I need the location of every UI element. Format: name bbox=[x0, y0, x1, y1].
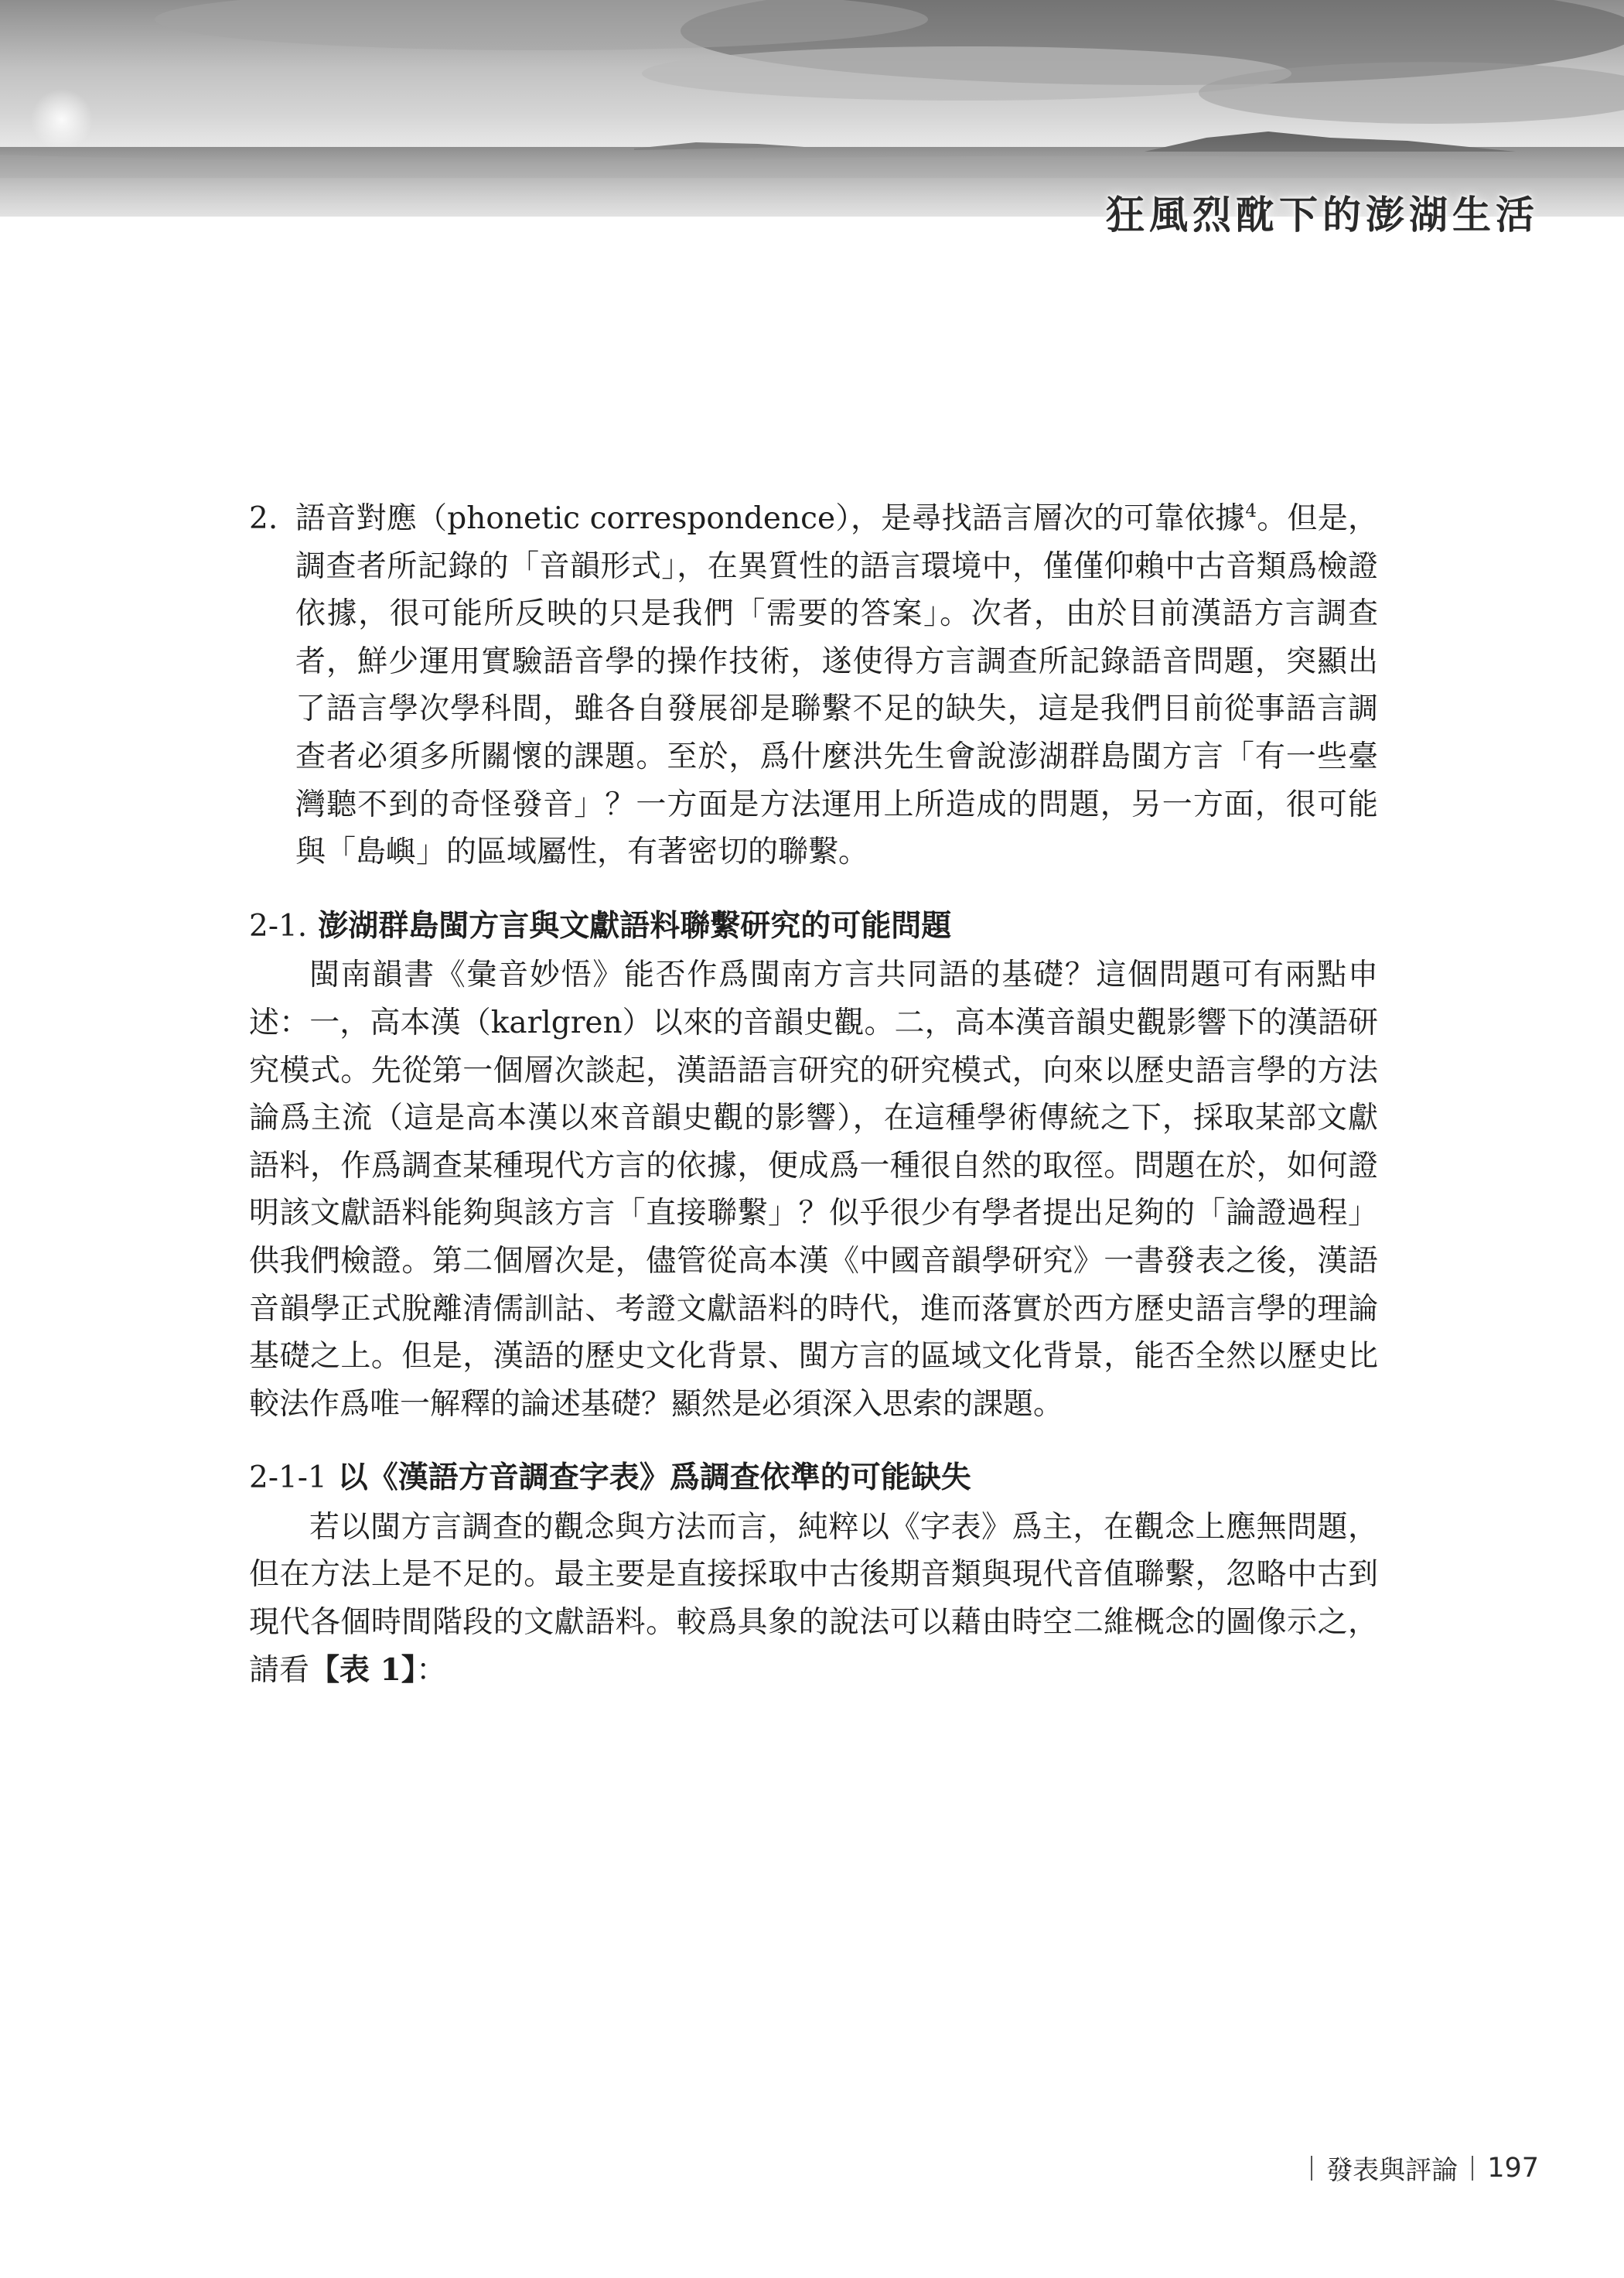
footer-divider-left bbox=[1311, 2156, 1312, 2181]
section-number: 2-1. bbox=[249, 908, 308, 944]
paragraph-text: 若以閩方言調查的觀念與方法而言，純粹以《字表》爲主，在觀念上應無問題，但在方法上是不足的。最主要是直接採取中古後期音類與現代音值聯繫，忽略中古到現代各個時間階段的文獻語料。較爲具象的說法可以藉由時空二維概念的圖像示之，請看 bbox=[249, 1509, 1378, 1688]
section-2-1-paragraph: 閩南韻書《彙音妙悟》能否作爲閩南方言共同語的基礎？這個問題可有兩點申述：一，高本漢（karlgren）以來的音韻史觀。二，高本漢音韻史觀影響下的漢語研究模式。先從第一個層次談起，漢語語言研究的研究模式，向來以歷史語言學的方法論爲主流（這是高本漢以來音韻史觀的影響），在這種學術傳統之下，採取某部文獻語料，作爲調查某種現代方言的依據，便成爲一種很自然的取徑。問題在於，如何證明該文獻語料能夠與該方言「直接聯繫」？似乎很少有學者提出足夠的「論證過程」供我們檢證。第二個層次是，儘管從高本漢《中國音韻學研究》一書發表之後，漢語音韻學正式脫離清儒訓詁、考證文獻語料的時代，進而落實於西方歷史語言學的理論基礎之上。但是，漢語的歷史文化背景、閩方言的區域文化背景，能否全然以歷史比較法作爲唯一解釋的論述基礎？顯然是必須深入思索的課題。 bbox=[249, 958, 1378, 1422]
point-text-part-a: 語音對應（phonetic correspondence），是尋找語言層次的可靠依據 bbox=[295, 501, 1246, 536]
numbered-point-2 bbox=[249, 495, 1378, 876]
point-text-part-b: 。但是，調查者所記錄的「音韻形式」，在異質性的語言環境中，僅僅仰賴中古音類爲檢證依據，很可能所反映的只是我們「需要的答案」。次者，由於目前漢語方言調查者，鮮少運用實驗語音學的操作技術，遂使得方言調查所記錄語音問題，突顯出了語言學次學科間，雖各自發展卻是聯繫不足的缺失，這是我們目前從事語言調查者必須多所關懷的課題。至於，爲什麼洪先生會說澎湖群島閩方言「有一些臺灣聽不到的奇怪發音」？一方面是方法運用上所造成的問題，另一方面，很可能與「島嶼」的區域屬性，有著密切的聯繫。 bbox=[295, 501, 1378, 870]
section-2-1-1-paragraph bbox=[249, 1504, 1378, 1694]
header-banner bbox=[0, 0, 1624, 325]
table-reference: 【表 1】 bbox=[309, 1651, 417, 1688]
point-number: 2. bbox=[249, 501, 278, 536]
footer-section-name: 發表與評論 bbox=[1326, 2155, 1459, 2186]
section-title: 澎湖群島閩方言與文獻語料聯繫研究的可能問題 bbox=[318, 907, 952, 944]
running-header-title: 狂風烈酖下的澎湖生活 bbox=[1106, 193, 1539, 237]
section-heading-2-1 bbox=[249, 903, 1378, 951]
footnote-marker: 4 bbox=[1245, 501, 1257, 521]
point-text bbox=[295, 495, 1378, 876]
section-title: 以《漢語方音調查字表》爲調查依準的可能缺失 bbox=[337, 1460, 971, 1496]
section-number: 2-1-1 bbox=[249, 1460, 327, 1496]
page-footer bbox=[1297, 2149, 1539, 2187]
paragraph-trailing-colon: ： bbox=[416, 1652, 447, 1688]
footer-divider-right bbox=[1472, 2156, 1473, 2181]
seascape-photo bbox=[0, 0, 1624, 325]
article-body bbox=[249, 495, 1378, 1694]
section-heading-2-1-1 bbox=[249, 1454, 1378, 1502]
page-number: 197 bbox=[1487, 2152, 1539, 2184]
